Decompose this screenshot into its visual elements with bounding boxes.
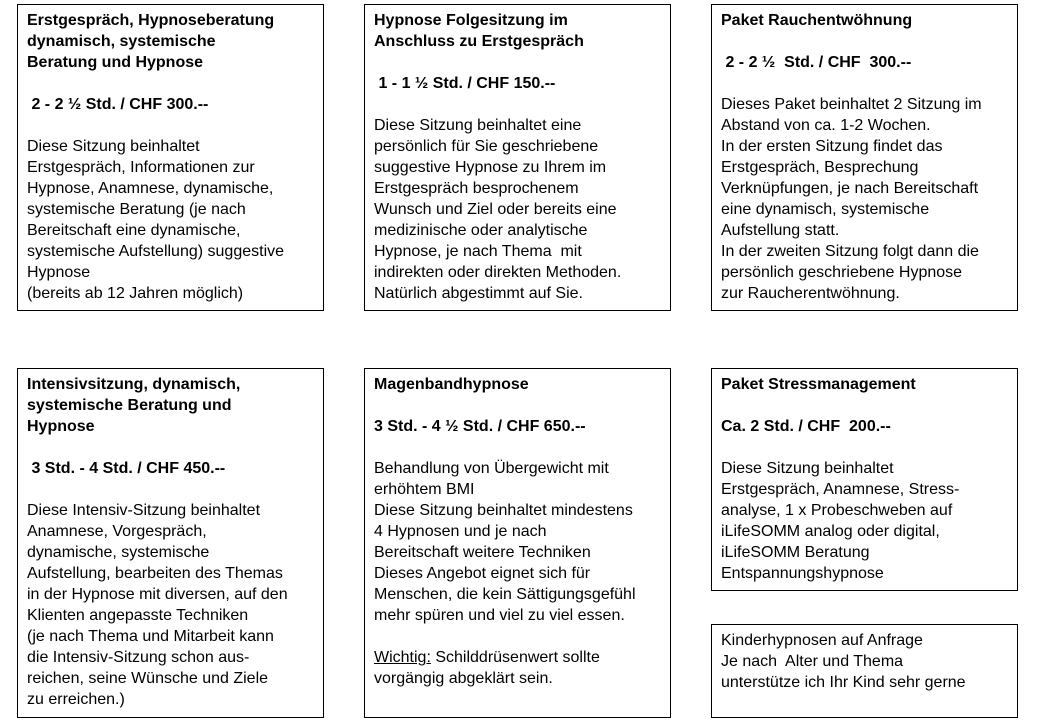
offer-description-line: zur Raucherentwöhnung. xyxy=(721,285,900,302)
offer-price: Ca. 2 Std. / CHF 200.-- xyxy=(721,418,891,435)
offer-box-rauchentwoehnung xyxy=(711,4,1018,311)
offer-description-line: Menschen, die kein Sättigungsgefühl xyxy=(374,586,636,603)
offer-description-line: Hypnose, je nach Thema mit xyxy=(374,243,582,260)
offer-price: 3 Std. - 4 Std. / CHF 450.-- xyxy=(27,460,226,477)
important-note-label: Wichtig: xyxy=(374,649,431,666)
spacer xyxy=(374,626,661,647)
offer-description-line: systemische Aufstellung) suggestive xyxy=(27,243,285,260)
offer-title-line: systemische Beratung und xyxy=(27,397,232,414)
offer-description-line: iLifeSOMM analog oder digital, xyxy=(721,523,940,540)
offer-description-line: zu erreichen.) xyxy=(27,691,125,708)
important-note xyxy=(374,647,661,668)
offer-description-line: unterstütze ich Ihr Kind sehr gerne xyxy=(721,674,966,691)
offer-price: 3 Std. - 4 ½ Std. / CHF 650.-- xyxy=(374,418,586,435)
offer-description-line: Erstgespräch, Informationen zur xyxy=(27,159,255,176)
offer-description-line: reichen, seine Wünsche und Ziele xyxy=(27,670,269,687)
important-note-text: Schilddrüsenwert sollte xyxy=(430,649,600,666)
offer-title-line: Hypnose Folgesitzung im xyxy=(374,12,568,29)
offer-description-line: Kinderhypnosen auf Anfrage xyxy=(721,632,923,649)
offer-title-line: Beratung und Hypnose xyxy=(27,54,204,71)
offer-description-line: Diese Sitzung beinhaltet xyxy=(721,460,894,477)
offer-box-folgesitzung xyxy=(364,4,671,311)
offer-description-line: Diese Sitzung beinhaltet eine xyxy=(374,117,582,134)
offer-description-line: Anamnese, Vorgespräch, xyxy=(27,523,207,540)
offer-description-line: persönlich geschriebene Hypnose xyxy=(721,264,963,281)
important-note-text: vorgängig abgeklärt sein. xyxy=(374,670,553,687)
spacer xyxy=(374,52,661,73)
offer-description-line: Verknüpfungen, je nach Bereitschaft xyxy=(721,180,979,197)
spacer xyxy=(721,395,1008,416)
offer-description-line: Aufstellung, bearbeiten des Themas xyxy=(27,565,283,582)
offer-title-line: Hypnose xyxy=(27,418,95,435)
offer-description-line: Diese Sitzung beinhaltet xyxy=(27,138,200,155)
offer-description-line: Diese Sitzung beinhaltet mindestens xyxy=(374,502,633,519)
offer-description-line: mehr spüren und viel zu viel essen. xyxy=(374,607,625,624)
spacer xyxy=(374,94,661,115)
offer-description-line: iLifeSOMM Beratung xyxy=(721,544,870,561)
offer-description-line: Erstgespräch besprochenem xyxy=(374,180,579,197)
offer-price: 2 - 2 ½ Std. / CHF 300.-- xyxy=(721,54,912,71)
offer-description-line: Bereitschaft eine dynamische, xyxy=(27,222,241,239)
offer-description-line: eine dynamisch, systemische xyxy=(721,201,930,218)
spacer xyxy=(27,73,314,94)
offer-description-line: in der Hypnose mit diversen, auf den xyxy=(27,586,288,603)
spacer xyxy=(374,395,661,416)
offer-description-line: 4 Hypnosen und je nach xyxy=(374,523,547,540)
offer-description-line: Je nach Alter und Thema xyxy=(721,653,904,670)
offer-description-line: Erstgespräch, Anamnese, Stress- xyxy=(721,481,960,498)
offer-price: 1 - 1 ½ Std. / CHF 150.-- xyxy=(374,75,556,92)
offer-description-line: dynamische, systemische xyxy=(27,544,210,561)
offer-description-line: (bereits ab 12 Jahren möglich) xyxy=(27,285,244,302)
offer-title-line: Paket Rauchentwöhnung xyxy=(721,12,913,29)
offer-description-line: Entspannungshypnose xyxy=(721,565,884,582)
offer-description-line: Diese Intensiv-Sitzung beinhaltet xyxy=(27,502,261,519)
spacer xyxy=(27,437,314,458)
offer-box-intensivsitzung xyxy=(17,368,324,718)
offer-description-line: die Intensiv-Sitzung schon aus- xyxy=(27,649,250,666)
spacer xyxy=(721,437,1008,458)
offer-description-line: Hypnose, Anamnese, dynamische, xyxy=(27,180,274,197)
offer-price: 2 - 2 ½ Std. / CHF 300.-- xyxy=(27,96,209,113)
offer-description-line: Bereitschaft weitere Techniken xyxy=(374,544,591,561)
offer-description-line: Natürlich abgestimmt auf Sie. xyxy=(374,285,583,302)
offer-title-line: dynamisch, systemische xyxy=(27,33,216,50)
offer-box-stressmanagement xyxy=(711,368,1018,591)
offer-title-line: Intensivsitzung, dynamisch, xyxy=(27,376,241,393)
offer-description-line: Hypnose xyxy=(27,264,91,281)
offer-title-line: Paket Stressmanagement xyxy=(721,376,916,393)
offer-title-line: Magenbandhypnose xyxy=(374,376,529,393)
offer-description-line: medizinische oder analytische xyxy=(374,222,588,239)
offer-description-line: Behandlung von Übergewicht mit xyxy=(374,460,609,477)
offer-description-line: (je nach Thema und Mitarbeit kann xyxy=(27,628,274,645)
spacer xyxy=(721,73,1008,94)
offer-description-line: Erstgespräch, Besprechung xyxy=(721,159,919,176)
offer-description-line: Wunsch und Ziel oder bereits eine xyxy=(374,201,617,218)
offer-title-line: Anschluss zu Erstgespräch xyxy=(374,33,584,50)
offer-description-line: Aufstellung statt. xyxy=(721,222,840,239)
offer-box-kinderhypnose xyxy=(711,624,1018,718)
offer-description-line: analyse, 1 x Probeschweben auf xyxy=(721,502,953,519)
offer-description-line: In der ersten Sitzung findet das xyxy=(721,138,943,155)
offer-description-line: suggestive Hypnose zu Ihrem im xyxy=(374,159,607,176)
offer-description-line: Dieses Paket beinhaltet 2 Sitzung im xyxy=(721,96,982,113)
offer-description-line: Klienten angepasste Techniken xyxy=(27,607,249,624)
offer-title-line: Erstgespräch, Hypnoseberatung xyxy=(27,12,275,29)
spacer xyxy=(27,479,314,500)
offer-description-line: Abstand von ca. 1-2 Wochen. xyxy=(721,117,931,134)
offer-box-magenbandhypnose xyxy=(364,368,671,718)
spacer xyxy=(27,115,314,136)
offer-description-line: systemische Beratung (je nach xyxy=(27,201,246,218)
spacer xyxy=(374,437,661,458)
offer-description-line: Dieses Angebot eignet sich für xyxy=(374,565,591,582)
offer-description-line: persönlich für Sie geschriebene xyxy=(374,138,599,155)
offer-box-erstgespraech xyxy=(17,4,324,311)
offer-description-line: indirekten oder direkten Methoden. xyxy=(374,264,622,281)
spacer xyxy=(721,31,1008,52)
offer-description-line: erhöhtem BMI xyxy=(374,481,475,498)
offer-description-line: In der zweiten Sitzung folgt dann die xyxy=(721,243,979,260)
